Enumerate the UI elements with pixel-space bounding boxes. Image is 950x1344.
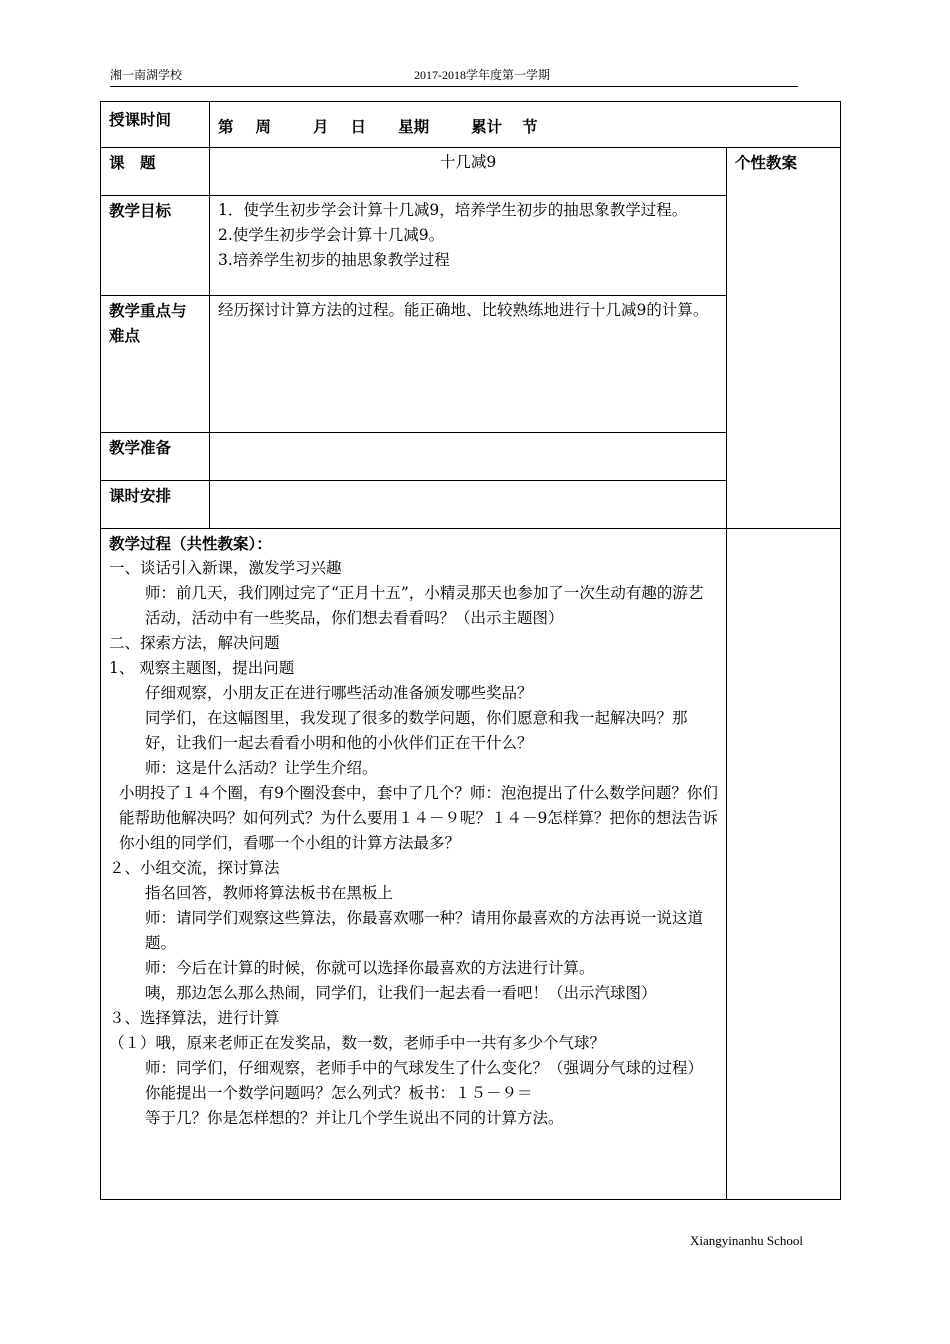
schedule-label: 课时安排 [101, 481, 210, 529]
key-label: 教学重点与难点 [101, 296, 210, 433]
process-line: 等于几？你是怎样想的？并让几个学生说出不同的计算方法。 [145, 1109, 564, 1127]
process-line: （１）哦，原来老师正在发奖品，数一数，老师手中一共有多少个气球？ [109, 1034, 606, 1052]
personal-label: 个性教案 [727, 148, 841, 529]
process-line: 二、探索方法，解决问题 [109, 634, 280, 652]
prep-label: 教学准备 [101, 433, 210, 481]
process-cell [101, 529, 727, 1200]
day: 日 [350, 117, 367, 136]
time-label: 授课时间 [101, 102, 210, 148]
process-line: 仔细观察，小朋友正在进行哪些活动准备颁发哪些奖品？ [145, 684, 533, 702]
process-line: ２、小组交流，探讨算法 [109, 859, 280, 877]
process-line: 咦，那边怎么那么热闹，同学们，让我们一起去看一看吧！（出示汽球图） [145, 984, 657, 1002]
process-line: 指名回答，教师将算法板书在黑板上 [145, 884, 394, 902]
goals-label: 教学目标 [101, 196, 210, 296]
process-line: 师：这是什么活动？让学生介绍。 [145, 759, 378, 777]
process-line: 师：请同学们观察这些算法，你最喜欢哪一种？请用你最喜欢的方法再说一说这道题。 [145, 909, 704, 952]
goal-3: 3.培养学生初步的抽思象教学过程 [218, 251, 450, 269]
process-lines [109, 556, 718, 1131]
process-line: 你能提出一个数学问题吗？怎么列式？板书：１５－９＝ [145, 1084, 533, 1102]
weekday: 星期 [398, 117, 430, 136]
key-value: 经历探讨计算方法的过程。能正确地、比较熟练地进行十几减9的计算。 [210, 296, 727, 433]
footer-school: Xiangyinanhu School [690, 1233, 804, 1248]
goal-1: 1．使学生初步学会计算十几减9，培养学生初步的抽思象教学过程。 [218, 201, 688, 219]
process-line: 同学们，在这幅图里，我发现了很多的数学问题，你们愿意和我一起解决吗？那好，让我们一起去看看小明和他的小伙伴们正在干什么？ [145, 709, 688, 752]
process-line: 1、 观察主题图，提出问题 [109, 659, 295, 677]
process-line: 师：今后在计算的时候，你就可以选择你最喜欢的方法进行计算。 [145, 959, 595, 977]
topic-value: 十几减9 [210, 148, 727, 196]
total: 累计 [471, 117, 503, 136]
prep-value [210, 433, 727, 481]
topic-label: 课 题 [101, 148, 210, 196]
time-value [210, 102, 841, 148]
term-label: 2017-2018学年度第一学期 [414, 68, 550, 82]
personal-notes-cell [727, 529, 841, 1200]
process-line: 师：前几天，我们刚过完了“正月十五”，小精灵那天也参加了一次生动有趣的游艺活动，活动中有一些奖品，你们想去看看吗？（出示主题图） [145, 584, 704, 627]
school-name: 湘一南湖学校 [110, 68, 183, 82]
week-b: 周 [255, 117, 272, 136]
goal-2: 2.使学生初步学会计算十几减9。 [218, 226, 445, 244]
process-line: 师：同学们，仔细观察，老师手中的气球发生了什么变化？（强调分气球的过程） [145, 1059, 704, 1077]
process-line: 小明投了１４个圈，有9个圈没套中，套中了几个？师：泡泡提出了什么数学问题？你们能帮助他解决吗？如何列式？为什么要用１４－９呢？１４－9怎样算？把你的想法告诉你小组的同学们，看哪一个小组的计算方法最多？ [119, 784, 718, 852]
lesson-plan-table [100, 101, 841, 1200]
page-header [110, 66, 798, 87]
process-line: ３、选择算法，进行计算 [109, 1009, 280, 1027]
schedule-value [210, 481, 727, 529]
process-title: 教学过程（共性教案）： [109, 534, 272, 553]
week-a: 第 [218, 117, 234, 136]
section: 节 [522, 117, 538, 136]
process-line: 一、谈话引入新课，激发学习兴趣 [109, 559, 342, 577]
month: 月 [313, 117, 329, 136]
goals-cell [210, 196, 727, 296]
